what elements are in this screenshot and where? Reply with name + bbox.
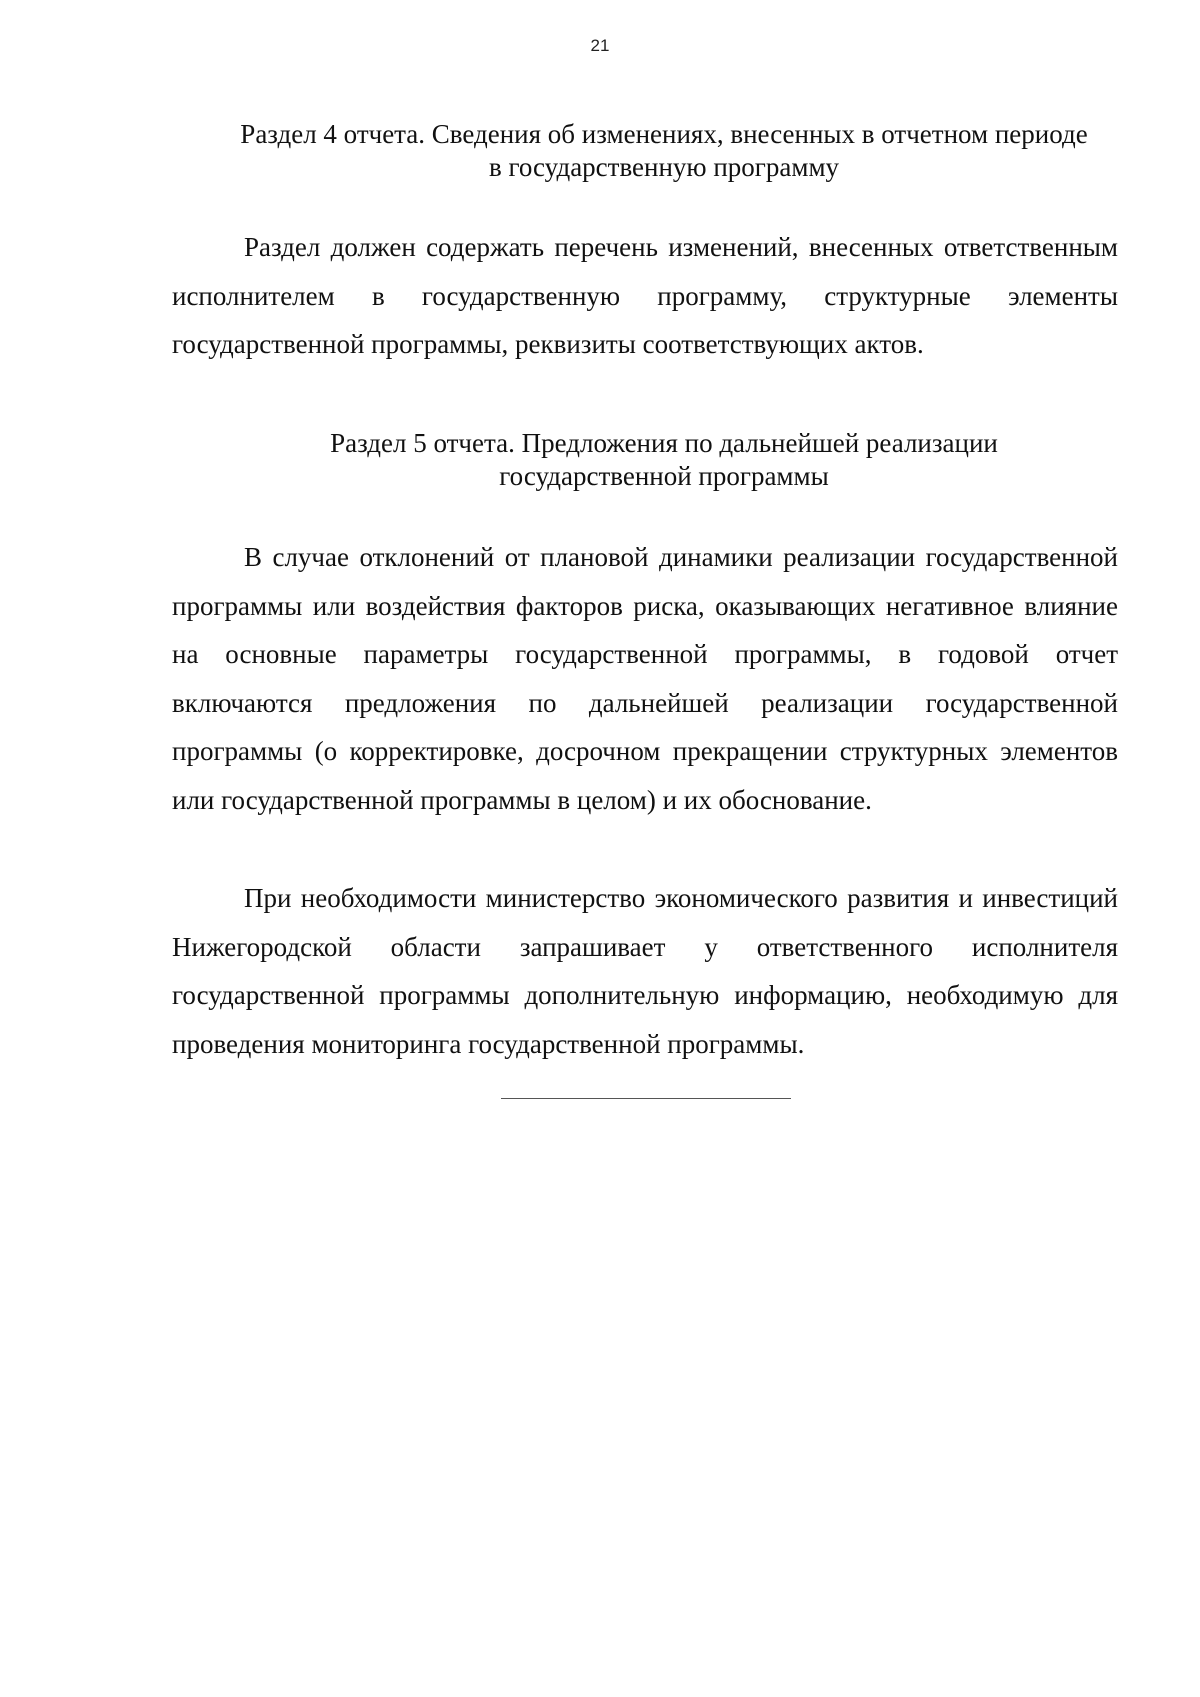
section-4-paragraph: Раздел должен содержать перечень изменений, внесенных ответственным исполнителем в государственную программу, структурные элементы государственной программы, реквизиты соответствующих актов. <box>172 232 1118 359</box>
section-4-heading <box>200 118 1128 184</box>
section-4-heading-line-1: Раздел 4 отчета. Сведения об изменениях, внесенных в отчетном периоде <box>240 119 1088 149</box>
section-5-heading <box>200 427 1128 493</box>
end-of-text-rule <box>501 1098 791 1099</box>
section-5-heading-line-1: Раздел 5 отчета. Предложения по дальнейшей реализации <box>330 428 998 458</box>
section-5-paragraph-1: В случае отклонений от плановой динамики реализации государственной программы или воздействия факторов риска, оказывающих негативное влияние на основные параметры государственной программы, в годовой отчет включаются предложения по дальнейшей реализации государственной программы (о корректировке, досрочном прекращении структурных элементов или государственной программы в целом) и их обоснование. <box>172 542 1118 815</box>
section-5-paragraph-2: При необходимости министерство экономического развития и инвестиций Нижегородской области запрашивает у ответственного исполнителя государственной программы дополнительную информацию, необходимую для проведения мониторинга государственной программы. <box>172 883 1118 1059</box>
section-4-heading-line-2: в государственную программу <box>488 152 840 182</box>
section-5-heading-line-2: государственной программы <box>499 461 829 491</box>
page-number: 21 <box>590 36 610 55</box>
